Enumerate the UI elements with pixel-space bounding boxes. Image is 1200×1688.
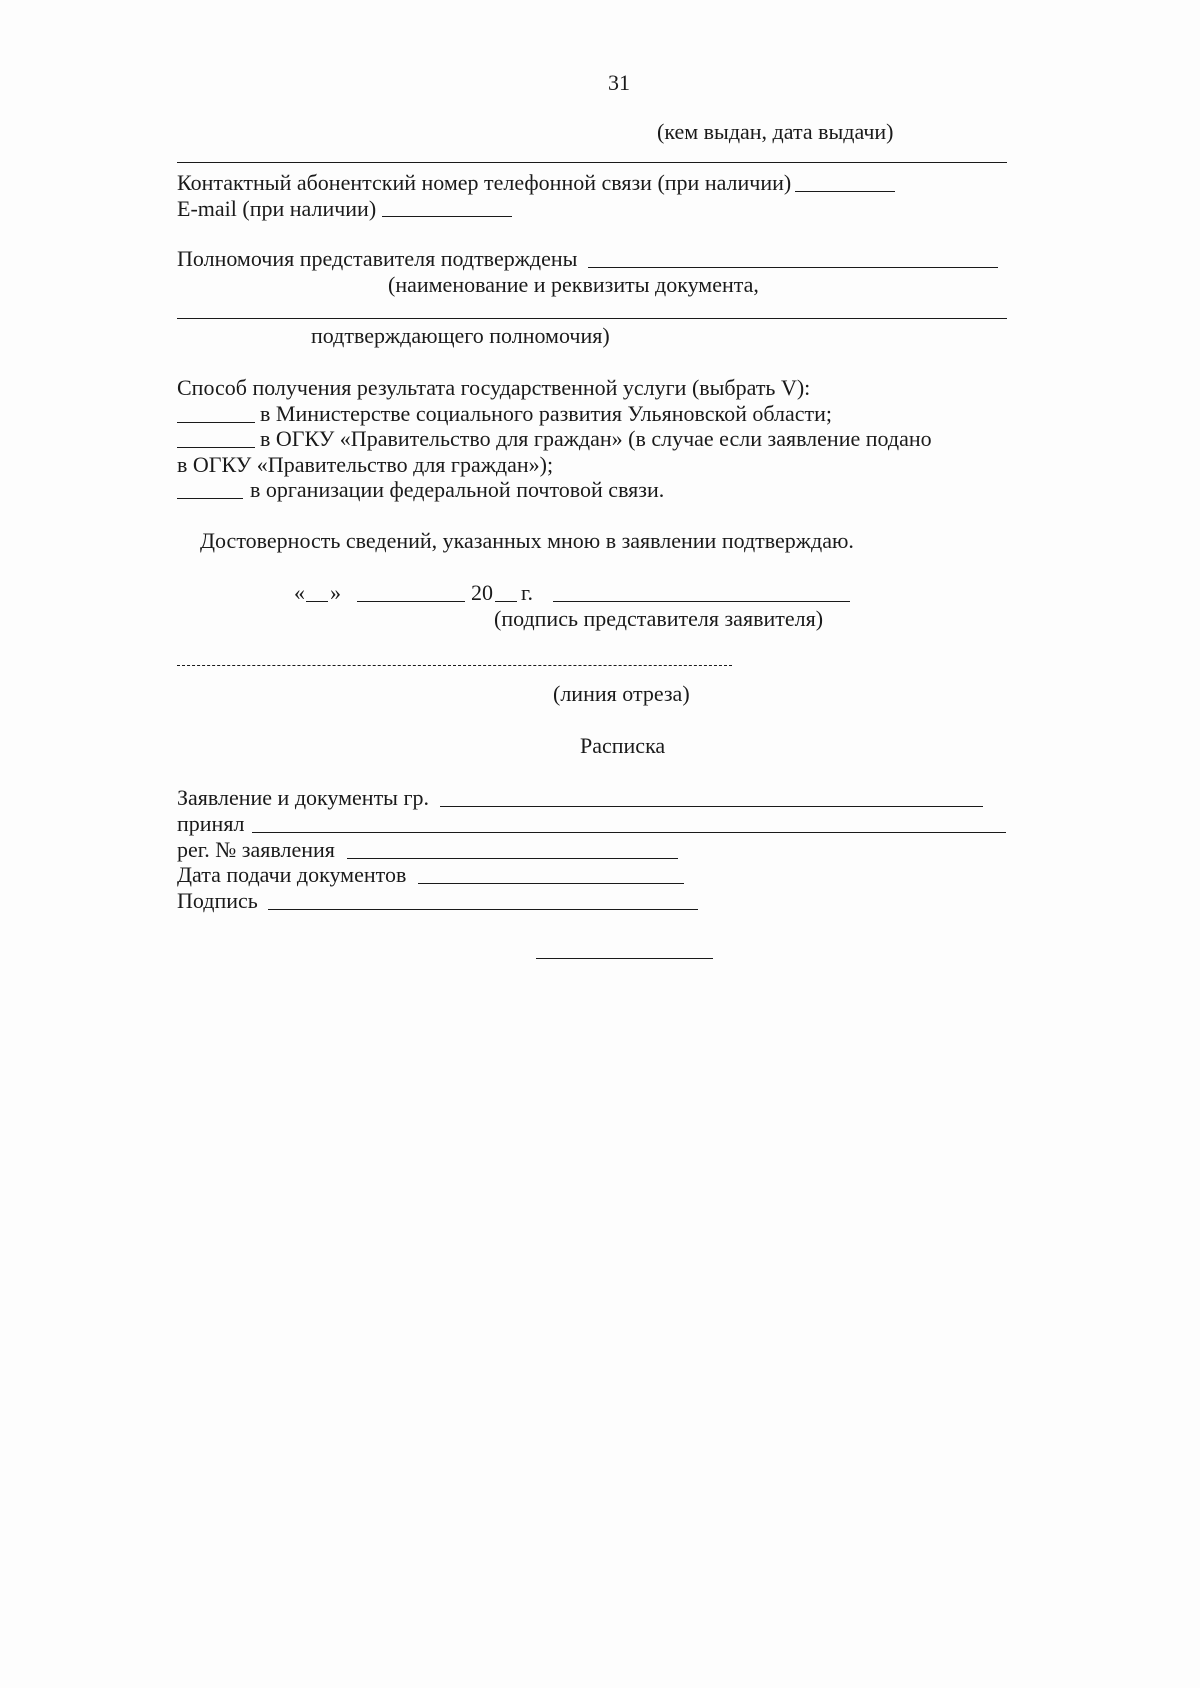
date-quote-close: » — [330, 580, 341, 605]
contact-phone-label: Контактный абонентский номер телефонной связи (при наличии) — [177, 170, 792, 195]
submission-date-label: Дата подачи документов — [177, 862, 407, 887]
option-2-label: в ОГКУ «Правительство для граждан» (в случае если заявление подано — [260, 426, 932, 451]
date-year-underline[interactable] — [495, 601, 517, 602]
documents-underline[interactable] — [440, 806, 983, 807]
option-2-checkbox-line[interactable] — [177, 447, 255, 448]
receipt-title: Расписка — [580, 733, 666, 758]
authority-underline-2[interactable] — [177, 318, 1007, 319]
date-month-underline[interactable] — [357, 601, 465, 602]
authority-label: Полномочия представителя подтверждены — [177, 246, 578, 271]
option-1-label: в Министерстве социального развития Ульяновской области; — [260, 401, 832, 426]
accepted-underline[interactable] — [252, 832, 1006, 833]
closing-rule — [536, 958, 713, 959]
submission-date-underline[interactable] — [418, 883, 684, 884]
receipt-method-heading: Способ получения результата государственной услуги (выбрать V): — [177, 375, 811, 400]
page-number: 31 — [608, 70, 630, 95]
authority-underline[interactable] — [588, 267, 998, 268]
date-year-prefix: 20 — [471, 580, 493, 605]
date-day-underline[interactable] — [306, 601, 328, 602]
receipt-signature-underline[interactable] — [268, 909, 698, 910]
date-year-suffix: г. — [521, 580, 534, 605]
issued-underline — [177, 162, 1007, 163]
option-3-checkbox-line[interactable] — [177, 498, 243, 499]
cut-line — [177, 665, 732, 666]
documents-label: Заявление и документы гр. — [177, 785, 429, 810]
email-underline[interactable] — [382, 216, 512, 217]
date-quote-open: « — [294, 580, 305, 605]
reg-number-label: рег. № заявления — [177, 837, 335, 862]
authority-caption-2: подтверждающего полномочия) — [311, 323, 610, 348]
email-label: E-mail (при наличии) — [177, 196, 377, 221]
confirmation-text: Достоверность сведений, указанных мною в заявлении подтверждаю. — [200, 528, 854, 553]
accepted-label: принял — [177, 811, 245, 836]
option-1-checkbox-line[interactable] — [177, 422, 255, 423]
option-2-continuation: в ОГКУ «Правительство для граждан»); — [177, 452, 554, 477]
issued-caption: (кем выдан, дата выдачи) — [657, 119, 894, 144]
signature-underline[interactable] — [553, 601, 850, 602]
option-3-label: в организации федеральной почтовой связи. — [250, 477, 665, 502]
authority-caption-1: (наименование и реквизиты документа, — [388, 272, 759, 297]
signature-label: Подпись — [177, 888, 258, 913]
contact-phone-underline[interactable] — [795, 191, 895, 192]
signature-caption: (подпись представителя заявителя) — [494, 606, 824, 631]
cut-line-caption: (линия отреза) — [553, 681, 690, 706]
reg-number-underline[interactable] — [347, 858, 678, 859]
